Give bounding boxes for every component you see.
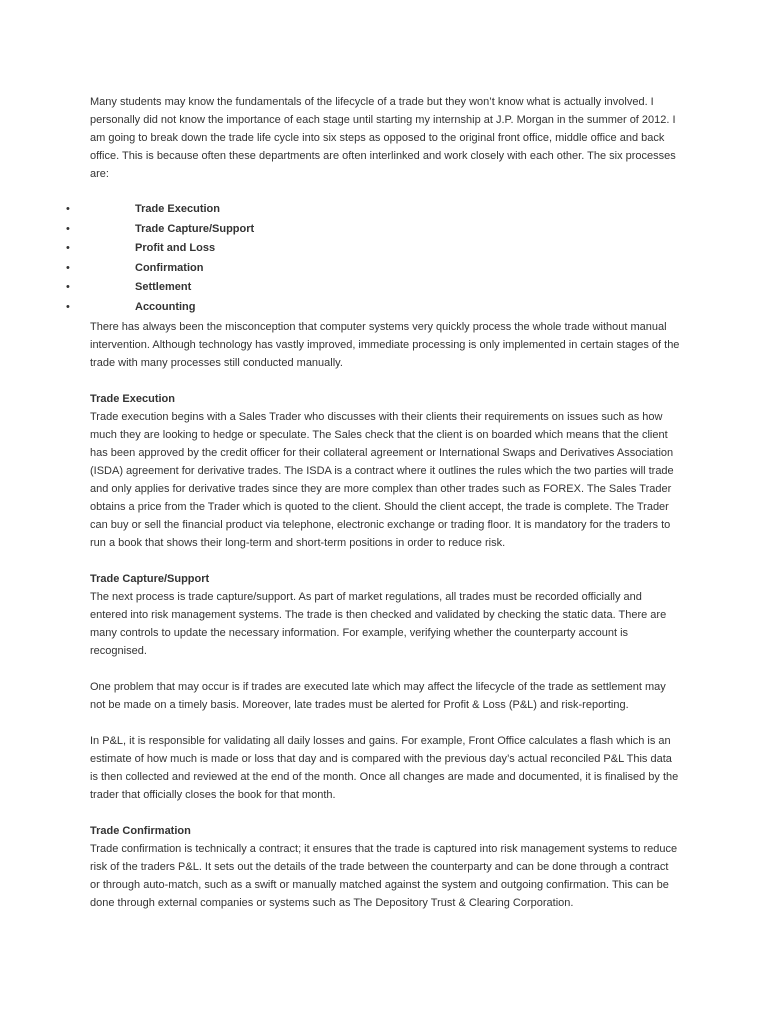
list-item xyxy=(66,200,656,220)
bullet-icon: • xyxy=(66,203,70,215)
step-label: Confirmation xyxy=(135,261,204,274)
section-heading: Trade Capture/Support xyxy=(90,572,210,585)
list-item xyxy=(66,220,656,240)
step-label: Profit and Loss xyxy=(135,242,216,255)
section-paragraph: One problem that may occur is if trades are executed late which may affect the lifecycle of the trade as settlement may not be made on a timely basis. Moreover, late trades must be alerted for Profit & Loss (P&L) and risk-reporting. xyxy=(90,680,666,711)
section-paragraph: The next process is trade capture/support. As part of market regulations, all trades must be recorded officially and entered into risk management systems. The trade is then checked and validated by checking the static data. There are many controls to update the necessary information. For example, verifying whether the counterparty account is recognised. xyxy=(90,590,667,657)
trade-capture-section xyxy=(90,570,680,804)
section-paragraph: In P&L, it is responsible for validating all daily losses and gains. For example, Front Office calculates a flash which is an estimate of how much is made or loss that day and is compared with the previous day’s actual reconciled P&L This data is then collected and reviewed at the end of the month. Once all changes are made and documented, it is finalised by the trader that officially closes the book for that month. xyxy=(90,734,679,801)
bullet-icon: • xyxy=(66,222,70,235)
bullet-icon: • xyxy=(66,242,70,255)
bullet-icon: • xyxy=(66,261,70,274)
bullet-icon: • xyxy=(66,300,70,313)
section-heading: Trade Execution xyxy=(90,392,175,405)
list-item xyxy=(66,239,656,259)
process-steps-list xyxy=(66,200,656,318)
list-item xyxy=(66,298,656,318)
trade-execution-section xyxy=(90,390,680,552)
section-paragraph: Trade execution begins with a Sales Trader who discusses with their clients their requirements on issues such as how much they are looking to hedge or speculate. The Sales check that the client is on boarded which means that the client has been approved by the credit officer for their collateral agreement or International Swaps and Derivatives Association (ISDA) agreement for derivative trades. The ISDA is a contract where it outlines the rules which the two parties will trade and only applies for derivative trades since they are more complex than other trades such as FOREX. The Sales Trader obtains a price from the Trader which is quoted to the client. Should the client accept, the trade is complete. The Trader can buy or sell the financial product via telephone, electronic exchange or trading floor. It is mandatory for the traders to run a book that shows their long-term and short-term positions in order to reduce risk. xyxy=(90,410,674,549)
step-label: Trade Capture/Support xyxy=(135,222,255,235)
list-item xyxy=(66,259,656,279)
step-label: Settlement xyxy=(135,281,192,294)
list-item xyxy=(66,278,656,298)
misconception-paragraph: There has always been the misconception that computer systems very quickly process the whole trade without manual intervention. Although technology has vastly improved, immediate processing is only implemented in certain stages of the trade with many processes still conducted manually. xyxy=(90,320,680,369)
trade-confirmation-section xyxy=(90,822,680,912)
step-label: Trade Execution xyxy=(135,203,220,215)
intro-paragraph: Many students may know the fundamentals of the lifecycle of a trade but they won’t know what is actually involved. I personally did not know the importance of each stage until starting my internship at J.P. Morgan in the summer of 2012. I am going to break down the trade life cycle into six steps as opposed to the original front office, middle office and back office. This is because often these departments are often interlinked and work closely with each other. The six processes are: xyxy=(90,96,676,180)
section-paragraph: Trade confirmation is technically a contract; it ensures that the trade is captured into risk management systems to reduce risk of the traders P&L. It sets out the details of the trade between the counterparty and can be done through a contract or through auto-match, such as a swift or manually matched against the system and outgoing confirmation. This can be done through external companies or systems such as The Depository Trust & Clearing Corporation. xyxy=(90,842,678,909)
bullet-icon: • xyxy=(66,281,70,294)
step-label: Accounting xyxy=(135,300,196,313)
section-heading: Trade Confirmation xyxy=(90,824,191,837)
document-page xyxy=(66,93,680,930)
